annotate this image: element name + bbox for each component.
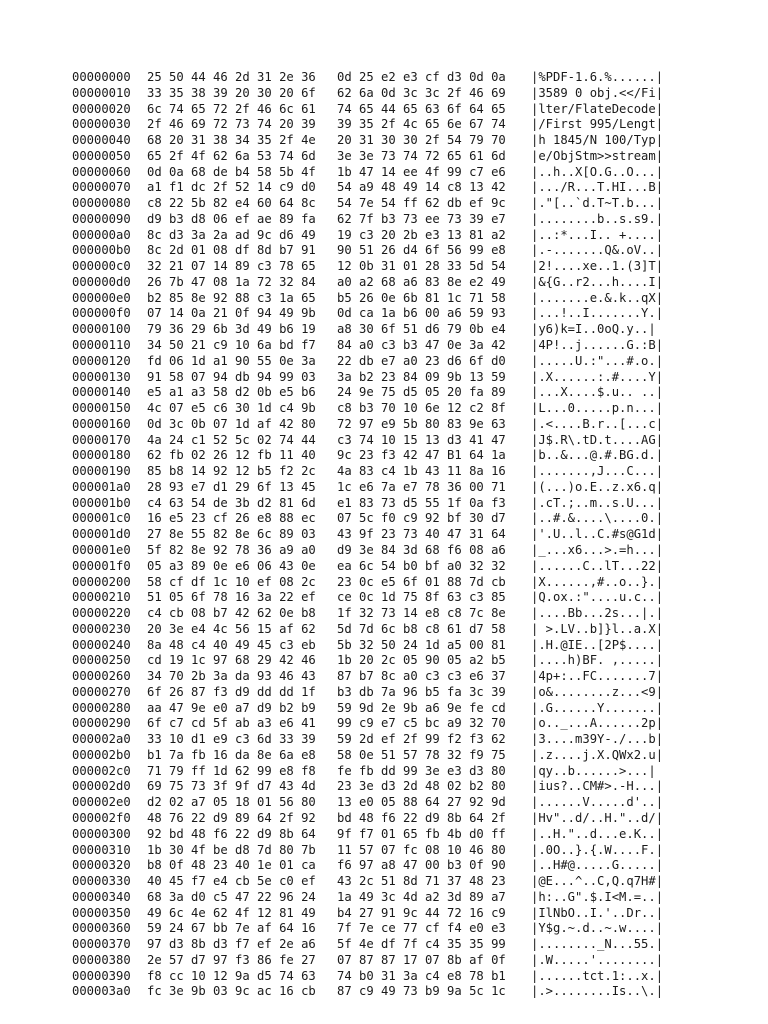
ascii-column: |ius?..CM#>.-H...| xyxy=(531,779,664,794)
ascii-column: |.>........Is..\.| xyxy=(531,984,664,999)
hex-bytes-right: 43 2c 51 8d 71 37 48 23 xyxy=(337,874,506,889)
hexdump-row xyxy=(72,764,663,780)
ascii-column: |.0O..}.{.W....F.| xyxy=(531,842,664,857)
hex-bytes-left: 71 79 ff 1d 62 99 e8 f8 xyxy=(147,763,316,778)
hexdump-row xyxy=(72,779,663,795)
ascii-column: |.<....B.r..[...c| xyxy=(531,416,664,431)
hexdump-row xyxy=(72,969,663,985)
hex-bytes-right: 20 31 30 30 2f 54 79 70 xyxy=(337,133,506,148)
offset-column: 000001d0 xyxy=(72,527,131,542)
ascii-column: |'.U..l..C.#s@G1d| xyxy=(531,527,664,542)
hex-bytes-left: e5 a1 a3 58 d2 0b e5 b6 xyxy=(147,385,316,400)
ascii-column: |Hv"..d/..H."..d/| xyxy=(531,810,664,825)
ascii-column: |y6)k=I..0oQ.y..| xyxy=(531,322,656,337)
ascii-column: |b..&...@.#.BG.d.| xyxy=(531,448,664,463)
hex-bytes-right: 59 2d ef 2f 99 f2 f3 62 xyxy=(337,732,506,747)
hex-bytes-right: 1c e6 7a e7 78 36 00 71 xyxy=(337,479,506,494)
ascii-column: |h:..G".$.I<M.=..| xyxy=(531,889,664,904)
offset-column: 00000360 xyxy=(72,921,131,936)
hexdump-row xyxy=(72,417,663,433)
hex-bytes-left: c4 63 54 de 3b d2 81 6d xyxy=(147,495,316,510)
hex-bytes-left: 27 8e 55 82 8e 6c 89 03 xyxy=(147,527,316,542)
offset-column: 00000000 xyxy=(72,70,131,84)
hex-bytes-left: 1b 30 4f be d8 7d 80 7b xyxy=(147,842,316,857)
hex-bytes-right: 3a b2 23 84 09 9b 13 59 xyxy=(337,369,506,384)
hexdump-row xyxy=(72,748,663,764)
hex-bytes-left: 40 45 f7 e4 cb 5e c0 ef xyxy=(147,874,316,889)
hexdump-row xyxy=(72,401,663,417)
ascii-column: |........b..s.s9.| xyxy=(531,211,664,226)
hexdump-row xyxy=(72,354,663,370)
ascii-column: |.......e.&.k..qX| xyxy=(531,290,664,305)
hexdump-row xyxy=(72,370,663,386)
hex-bytes-left: 32 21 07 14 89 c3 78 65 xyxy=(147,259,316,274)
hex-bytes-left: c4 cb 08 b7 42 62 0e b8 xyxy=(147,606,316,621)
hex-bytes-left: 91 58 07 94 db 94 99 03 xyxy=(147,369,316,384)
hexdump-row xyxy=(72,906,663,922)
offset-column: 00000200 xyxy=(72,574,131,589)
hexdump-row xyxy=(72,590,663,606)
offset-column: 000000d0 xyxy=(72,274,131,289)
hex-bytes-left: aa 47 9e e0 a7 d9 b2 b9 xyxy=(147,700,316,715)
offset-column: 00000140 xyxy=(72,385,131,400)
hexdump-row xyxy=(72,180,663,196)
hex-bytes-right: c8 b3 70 10 6e 12 c2 8f xyxy=(337,401,506,416)
hex-bytes-left: 16 e5 23 cf 26 e8 88 ec xyxy=(147,511,316,526)
hex-bytes-left: 05 a3 89 0e e6 06 43 0e xyxy=(147,558,316,573)
hex-bytes-right: d9 3e 84 3d 68 f6 08 a6 xyxy=(337,542,506,557)
offset-column: 000000a0 xyxy=(72,227,131,242)
hexdump-row xyxy=(72,117,663,133)
offset-column: 00000150 xyxy=(72,401,131,416)
offset-column: 00000030 xyxy=(72,117,131,132)
hexdump-row xyxy=(72,385,663,401)
ascii-column: |IlNbO..I.'..Dr..| xyxy=(531,905,664,920)
hex-bytes-right: 12 0b 31 01 28 33 5d 54 xyxy=(337,259,506,274)
hex-bytes-left: 34 50 21 c9 10 6a bd f7 xyxy=(147,338,316,353)
hex-bytes-left: 25 50 44 46 2d 31 2e 36 xyxy=(147,70,316,84)
hex-bytes-left: a1 f1 dc 2f 52 14 c9 d0 xyxy=(147,180,316,195)
hex-bytes-left: fc 3e 9b 03 9c ac 16 cb xyxy=(147,984,316,999)
offset-column: 00000190 xyxy=(72,464,131,479)
offset-column: 00000260 xyxy=(72,669,131,684)
hexdump-row xyxy=(72,606,663,622)
hex-bytes-left: d2 02 a7 05 18 01 56 80 xyxy=(147,795,316,810)
hexdump-row xyxy=(72,196,663,212)
offset-column: 000000e0 xyxy=(72,290,131,305)
hexdump-row xyxy=(72,575,663,591)
ascii-column: |&{G..r2...h....I| xyxy=(531,274,664,289)
hexdump-row xyxy=(72,338,663,354)
ascii-column: | >.LV..b]}l..a.X| xyxy=(531,621,664,636)
ascii-column: |J$.R\.tD.t....AG| xyxy=(531,432,664,447)
hex-bytes-left: 85 b8 14 92 12 b5 f2 2c xyxy=(147,464,316,479)
offset-column: 000001f0 xyxy=(72,558,131,573)
hex-bytes-left: 8c d3 3a 2a ad 9c d6 49 xyxy=(147,227,316,242)
hex-bytes-right: 9c 23 f3 42 47 B1 64 1a xyxy=(337,448,506,463)
hex-bytes-left: 49 6c 4e 62 4f 12 81 49 xyxy=(147,905,316,920)
hex-bytes-left: fd 06 1d a1 90 55 0e 3a xyxy=(147,353,316,368)
offset-column: 000000c0 xyxy=(72,259,131,274)
hex-bytes-right: 0d 25 e2 e3 cf d3 0d 0a xyxy=(337,70,506,84)
hex-bytes-left: 59 24 67 bb 7e af 64 16 xyxy=(147,921,316,936)
ascii-column: |.z....j.X.QWx2.u| xyxy=(531,747,664,762)
hexdump-row xyxy=(72,291,663,307)
hex-bytes-left: 34 70 2b 3a da 93 46 43 xyxy=(147,669,316,684)
hexdump-row xyxy=(72,890,663,906)
ascii-column: |..H."..d...e.K..| xyxy=(531,826,664,841)
hex-bytes-right: a8 30 6f 51 d6 79 0b e4 xyxy=(337,322,506,337)
hex-bytes-right: a0 a2 68 a6 83 8e e2 49 xyxy=(337,274,506,289)
hex-bytes-right: b5 26 0e 6b 81 1c 71 58 xyxy=(337,290,506,305)
ascii-column: |...!..I.......Y.| xyxy=(531,306,664,321)
offset-column: 000001a0 xyxy=(72,479,131,494)
hexdump-row xyxy=(72,480,663,496)
offset-column: 000001b0 xyxy=(72,495,131,510)
offset-column: 000000f0 xyxy=(72,306,131,321)
ascii-column: |.G......Y.......| xyxy=(531,700,664,715)
offset-column: 00000380 xyxy=(72,952,131,967)
ascii-column: |..#.&....\....0.| xyxy=(531,511,664,526)
hexdump-row xyxy=(72,165,663,181)
hex-bytes-left: 26 7b 47 08 1a 72 32 84 xyxy=(147,274,316,289)
hex-bytes-right: e1 83 73 d5 55 1f 0a f3 xyxy=(337,495,506,510)
ascii-column: |........_N...55.| xyxy=(531,937,664,952)
hex-bytes-right: b4 27 91 9c 44 72 16 c9 xyxy=(337,905,506,920)
hexdump-row xyxy=(72,953,663,969)
offset-column: 00000160 xyxy=(72,416,131,431)
ascii-column: |3589 0 obj.<</Fi| xyxy=(531,85,664,100)
offset-column: 00000390 xyxy=(72,968,131,983)
offset-column: 00000040 xyxy=(72,133,131,148)
ascii-column: |..H#@.....G.....| xyxy=(531,858,664,873)
offset-column: 00000240 xyxy=(72,637,131,652)
offset-column: 000002e0 xyxy=(72,795,131,810)
offset-column: 00000180 xyxy=(72,448,131,463)
ascii-column: |e/ObjStm>>stream| xyxy=(531,148,664,163)
ascii-column: |Y$g.~.d..~.w....| xyxy=(531,921,664,936)
ascii-column: |4p+:..FC.......7| xyxy=(531,669,664,684)
hex-bytes-left: 6f c7 cd 5f ab a3 e6 41 xyxy=(147,716,316,731)
offset-column: 00000120 xyxy=(72,353,131,368)
offset-column: 00000070 xyxy=(72,180,131,195)
ascii-column: |....Bb...2s...|.| xyxy=(531,606,664,621)
ascii-column: |o&........z...<9| xyxy=(531,684,664,699)
hex-bytes-right: b3 db 7a 96 b5 fa 3c 39 xyxy=(337,684,506,699)
hex-bytes-right: c3 74 10 15 13 d3 41 47 xyxy=(337,432,506,447)
ascii-column: |..:*...I.. +....| xyxy=(531,227,664,242)
hexdump-row xyxy=(72,228,663,244)
hexdump-row xyxy=(72,243,663,259)
hex-bytes-left: 5f 82 8e 92 78 36 a9 a0 xyxy=(147,542,316,557)
offset-column: 00000350 xyxy=(72,905,131,920)
ascii-column: |..h..X[O.G..O...| xyxy=(531,164,664,179)
ascii-column: |%PDF-1.6.%......| xyxy=(531,70,664,84)
hex-bytes-right: 99 c9 e7 c5 bc a9 32 70 xyxy=(337,716,506,731)
hex-bytes-left: cd 19 1c 97 68 29 42 46 xyxy=(147,653,316,668)
ascii-column: |......V.....d'..| xyxy=(531,795,664,810)
hex-bytes-right: fe fb dd 99 3e e3 d3 80 xyxy=(337,763,506,778)
ascii-column: |.W.....'........| xyxy=(531,952,664,967)
hexdump-row xyxy=(72,102,663,118)
hexdump-row xyxy=(72,433,663,449)
hexdump-row xyxy=(72,511,663,527)
hexdump-row xyxy=(72,275,663,291)
offset-column: 000002d0 xyxy=(72,779,131,794)
hex-bytes-right: 4a 83 c4 1b 43 11 8a 16 xyxy=(337,464,506,479)
offset-column: 00000100 xyxy=(72,322,131,337)
hex-bytes-right: 1a 49 3c 4d a2 3d 89 a7 xyxy=(337,889,506,904)
hex-bytes-right: 5d 7d 6c b8 c8 61 d7 58 xyxy=(337,621,506,636)
hexdump-row xyxy=(72,685,663,701)
hexdump-row xyxy=(72,306,663,322)
hexdump-row xyxy=(72,937,663,953)
hexdump-row xyxy=(72,874,663,890)
hex-bytes-left: 07 14 0a 21 0f 94 49 9b xyxy=(147,306,316,321)
ascii-column: |h 1845/N 100/Typ| xyxy=(531,133,664,148)
ascii-column: |3....m39Y-./...b| xyxy=(531,732,664,747)
hex-bytes-left: 6c 74 65 72 2f 46 6c 61 xyxy=(147,101,316,116)
hex-bytes-right: 54 a9 48 49 14 c8 13 42 xyxy=(337,180,506,195)
ascii-column: |.H.@IE..[2P$....| xyxy=(531,637,664,652)
offset-column: 000002c0 xyxy=(72,763,131,778)
hex-bytes-left: d9 b3 d8 06 ef ae 89 fa xyxy=(147,211,316,226)
hexdump-row xyxy=(72,669,663,685)
offset-column: 00000340 xyxy=(72,889,131,904)
offset-column: 00000010 xyxy=(72,85,131,100)
hex-bytes-left: 68 3a d0 c5 47 22 96 24 xyxy=(147,889,316,904)
hexdump-row xyxy=(72,543,663,559)
hex-bytes-right: 3e 3e 73 74 72 65 61 6d xyxy=(337,148,506,163)
hex-bytes-right: bd 48 f6 22 d9 8b 64 2f xyxy=(337,810,506,825)
ascii-column: |Q.ox.:"....u.c..| xyxy=(531,590,664,605)
hexdump-row xyxy=(72,653,663,669)
offset-column: 00000090 xyxy=(72,211,131,226)
ascii-column: |.......,J...C...| xyxy=(531,464,664,479)
offset-column: 00000370 xyxy=(72,937,131,952)
hex-bytes-right: 5f 4e df 7f c4 35 35 99 xyxy=(337,937,506,952)
hex-bytes-left: 33 10 d1 e9 c3 6d 33 39 xyxy=(147,732,316,747)
hex-bytes-left: 4c 07 e5 c6 30 1d c4 9b xyxy=(147,401,316,416)
hex-bytes-right: 24 9e 75 d5 05 20 fa 89 xyxy=(337,385,506,400)
hex-bytes-right: 11 57 07 fc 08 10 46 80 xyxy=(337,842,506,857)
hex-bytes-left: 69 75 73 3f 9f d7 43 4d xyxy=(147,779,316,794)
hex-bytes-right: ce 0c 1d 75 8f 63 c3 85 xyxy=(337,590,506,605)
hexdump-row xyxy=(72,811,663,827)
hex-bytes-left: 33 35 38 39 20 30 20 6f xyxy=(147,85,316,100)
hex-bytes-right: 5b 32 50 24 1d a5 00 81 xyxy=(337,637,506,652)
ascii-column: |......C..lT...22| xyxy=(531,558,664,573)
hex-bytes-right: 74 b0 31 3a c4 e8 78 b1 xyxy=(337,968,506,983)
offset-column: 00000330 xyxy=(72,874,131,889)
hex-bytes-right: 90 51 26 d4 6f 56 99 e8 xyxy=(337,243,506,258)
hex-bytes-right: 87 b7 8c a0 c3 c3 e6 37 xyxy=(337,669,506,684)
hexdump-row xyxy=(72,259,663,275)
hex-bytes-right: 23 3e d3 2d 48 02 b2 80 xyxy=(337,779,506,794)
offset-column: 00000280 xyxy=(72,700,131,715)
offset-column: 00000170 xyxy=(72,432,131,447)
hexdump-row xyxy=(72,464,663,480)
offset-column: 000002a0 xyxy=(72,732,131,747)
hex-bytes-right: 9f f7 01 65 fb 4b d0 ff xyxy=(337,826,506,841)
ascii-column: |.-.......Q&.oV..| xyxy=(531,243,664,258)
offset-column: 000001c0 xyxy=(72,511,131,526)
ascii-column: |.../R...T.HI...B| xyxy=(531,180,664,195)
hex-bytes-left: 92 bd 48 f6 22 d9 8b 64 xyxy=(147,826,316,841)
ascii-column: |....h)BF. ,.....| xyxy=(531,653,664,668)
hexdump-row xyxy=(72,716,663,732)
hex-bytes-left: 8a 48 c4 40 49 45 c3 eb xyxy=(147,637,316,652)
ascii-column: |/First 995/Lengt| xyxy=(531,117,664,132)
ascii-column: |lter/FlateDecode| xyxy=(531,101,664,116)
hex-bytes-left: b2 85 8e 92 88 c3 1a 65 xyxy=(147,290,316,305)
hex-bytes-right: f6 97 a8 47 00 b3 0f 90 xyxy=(337,858,506,873)
hex-bytes-left: 79 36 29 6b 3d 49 b6 19 xyxy=(147,322,316,337)
hex-bytes-left: 28 93 e7 d1 29 6f 13 45 xyxy=(147,479,316,494)
hex-bytes-right: 59 9d 2e 9b a6 9e fe cd xyxy=(337,700,506,715)
hexdump-row xyxy=(72,212,663,228)
hex-bytes-right: 62 6a 0d 3c 3c 2f 46 69 xyxy=(337,85,506,100)
hex-bytes-right: 7f 7e ce 77 cf f4 e0 e3 xyxy=(337,921,506,936)
hex-bytes-left: 0d 3c 0b 07 1d af 42 80 xyxy=(147,416,316,431)
offset-column: 00000300 xyxy=(72,826,131,841)
hexdump-row xyxy=(72,559,663,575)
hex-bytes-right: 1b 47 14 ee 4f 99 c7 e6 xyxy=(337,164,506,179)
ascii-column: |X......,#..o..}.| xyxy=(531,574,664,589)
hex-bytes-left: 48 76 22 d9 89 64 2f 92 xyxy=(147,810,316,825)
offset-column: 00000230 xyxy=(72,621,131,636)
hexdump-row xyxy=(72,149,663,165)
hexdump-row xyxy=(72,448,663,464)
ascii-column: |qy..b......>...| xyxy=(531,763,656,778)
ascii-column: |......tct.1:..x.| xyxy=(531,968,664,983)
offset-column: 000001e0 xyxy=(72,542,131,557)
hex-bytes-left: 58 cf df 1c 10 ef 08 2c xyxy=(147,574,316,589)
hexdump-row xyxy=(72,701,663,717)
hex-bytes-left: 2e 57 d7 97 f3 86 fe 27 xyxy=(147,952,316,967)
hex-bytes-right: ea 6c 54 b0 bf a0 32 32 xyxy=(337,558,506,573)
offset-column: 000000b0 xyxy=(72,243,131,258)
ascii-column: |@E...^..C,Q.q7H#| xyxy=(531,874,664,889)
hex-bytes-right: 23 0c e5 6f 01 88 7d cb xyxy=(337,574,506,589)
ascii-column: |.....U.:"...#.o.| xyxy=(531,353,664,368)
ascii-column: |2!....xe..1.(3]T| xyxy=(531,259,664,274)
ascii-column: |(...)o.E..z.x6.q| xyxy=(531,479,664,494)
hexdump-row xyxy=(72,133,663,149)
hexdump-row xyxy=(72,984,663,1000)
ascii-column: |."[..`d.T~T.b...| xyxy=(531,196,664,211)
ascii-column: |L...0.....p.n...| xyxy=(531,401,664,416)
hexdump-row xyxy=(72,732,663,748)
hex-bytes-right: 74 65 44 65 63 6f 64 65 xyxy=(337,101,506,116)
hex-bytes-right: 0d ca 1a b6 00 a6 59 93 xyxy=(337,306,506,321)
hexdump-row xyxy=(72,70,663,86)
offset-column: 00000250 xyxy=(72,653,131,668)
hex-bytes-left: b8 0f 48 23 40 1e 01 ca xyxy=(147,858,316,873)
hexdump-row xyxy=(72,827,663,843)
hex-bytes-left: f8 cc 10 12 9a d5 74 63 xyxy=(147,968,316,983)
hex-bytes-right: 1f 32 73 14 e8 c8 7c 8e xyxy=(337,606,506,621)
hexdump-output xyxy=(72,70,663,1000)
hexdump-row xyxy=(72,622,663,638)
hexdump-row xyxy=(72,843,663,859)
hexdump-row xyxy=(72,921,663,937)
hex-bytes-left: 0d 0a 68 de b4 58 5b 4f xyxy=(147,164,316,179)
hex-bytes-left: 2f 46 69 72 73 74 20 39 xyxy=(147,117,316,132)
offset-column: 00000110 xyxy=(72,338,131,353)
hex-bytes-right: 39 35 2f 4c 65 6e 67 74 xyxy=(337,117,506,132)
hex-bytes-right: 43 9f 23 73 40 47 31 64 xyxy=(337,527,506,542)
hexdump-row xyxy=(72,527,663,543)
hex-bytes-left: 97 d3 8b d3 f7 ef 2e a6 xyxy=(147,937,316,952)
offset-column: 00000060 xyxy=(72,164,131,179)
hex-bytes-left: 20 3e e4 4c 56 15 af 62 xyxy=(147,621,316,636)
offset-column: 00000210 xyxy=(72,590,131,605)
hex-bytes-left: 4a 24 c1 52 5c 02 74 44 xyxy=(147,432,316,447)
hex-bytes-left: 6f 26 87 f3 d9 dd dd 1f xyxy=(147,684,316,699)
offset-column: 000002f0 xyxy=(72,810,131,825)
offset-column: 00000270 xyxy=(72,684,131,699)
hex-bytes-right: 87 c9 49 73 b9 9a 5c 1c xyxy=(337,984,506,999)
hex-bytes-right: 19 c3 20 2b e3 13 81 a2 xyxy=(337,227,506,242)
offset-column: 00000020 xyxy=(72,101,131,116)
hex-bytes-right: 1b 20 2c 05 90 05 a2 b5 xyxy=(337,653,506,668)
ascii-column: |_...x6...>.=h...| xyxy=(531,542,664,557)
ascii-column: |.cT.;..m..s.U...| xyxy=(531,495,664,510)
offset-column: 00000050 xyxy=(72,148,131,163)
hex-bytes-right: 62 7f b3 73 ee 73 39 e7 xyxy=(337,211,506,226)
hex-bytes-right: 07 87 87 17 07 8b af 0f xyxy=(337,952,506,967)
hex-bytes-right: 54 7e 54 ff 62 db ef 9c xyxy=(337,196,506,211)
offset-column: 000003a0 xyxy=(72,984,131,999)
hexdump-row xyxy=(72,322,663,338)
hex-bytes-left: 65 2f 4f 62 6a 53 74 6d xyxy=(147,148,316,163)
hex-bytes-left: 51 05 6f 78 16 3a 22 ef xyxy=(147,590,316,605)
hexdump-row xyxy=(72,496,663,512)
offset-column: 00000130 xyxy=(72,369,131,384)
hex-bytes-right: 13 e0 05 88 64 27 92 9d xyxy=(337,795,506,810)
hex-bytes-left: 62 fb 02 26 12 fb 11 40 xyxy=(147,448,316,463)
hexdump-row xyxy=(72,795,663,811)
offset-column: 00000220 xyxy=(72,606,131,621)
offset-column: 00000080 xyxy=(72,196,131,211)
hex-bytes-left: c8 22 5b 82 e4 60 64 8c xyxy=(147,196,316,211)
hex-bytes-right: 07 5c f0 c9 92 bf 30 d7 xyxy=(337,511,506,526)
hex-bytes-left: b1 7a fb 16 da 8e 6a e8 xyxy=(147,747,316,762)
hexdump-row xyxy=(72,86,663,102)
offset-column: 00000310 xyxy=(72,842,131,857)
hex-bytes-left: 8c 2d 01 08 df 8d b7 91 xyxy=(147,243,316,258)
hexdump-row xyxy=(72,858,663,874)
hex-bytes-left: 68 20 31 38 34 35 2f 4e xyxy=(147,133,316,148)
hex-bytes-right: 22 db e7 a0 23 d6 6f d0 xyxy=(337,353,506,368)
ascii-column: |o.._...A......2p| xyxy=(531,716,664,731)
ascii-column: |.X......:.#....Y| xyxy=(531,369,664,384)
offset-column: 000002b0 xyxy=(72,747,131,762)
hex-bytes-right: 84 a0 c3 b3 47 0e 3a 42 xyxy=(337,338,506,353)
hex-bytes-right: 58 0e 51 57 78 32 f9 75 xyxy=(337,747,506,762)
hexdump-row xyxy=(72,638,663,654)
offset-column: 00000290 xyxy=(72,716,131,731)
ascii-column: |4P!..j......G.:B| xyxy=(531,338,664,353)
offset-column: 00000320 xyxy=(72,858,131,873)
ascii-column: |...X....$.u.. ..| xyxy=(531,385,664,400)
hex-bytes-right: 72 97 e9 5b 80 83 9e 63 xyxy=(337,416,506,431)
